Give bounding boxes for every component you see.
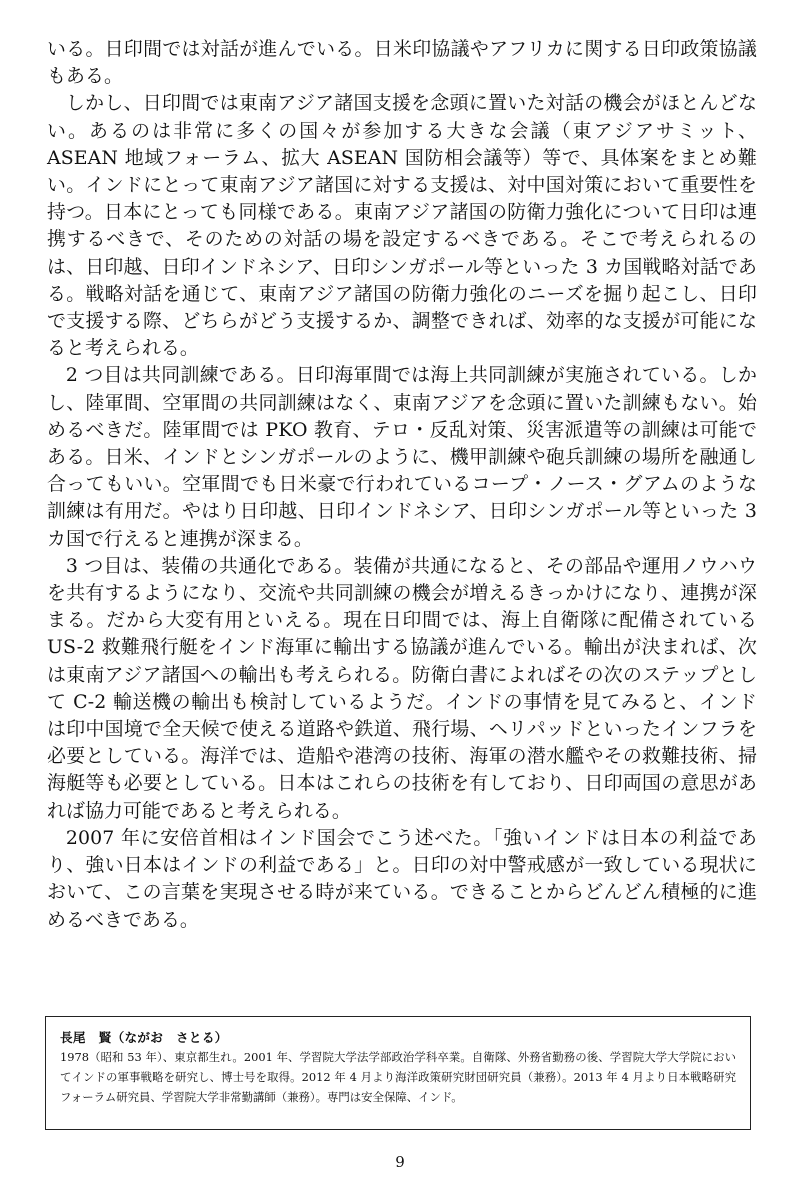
article-body: [47, 36, 757, 934]
author-bio-text: 1978（昭和 53 年）、東京都生れ。2001 年、学習院大学法学部政治学科卒業。自衛隊、外務省勤務の後、学習院大学大学院においてインドの軍事戦略を研究し、博士号を取得。2012 年 4 月より海洋政策研究財団研究員（兼務）。2013 年 4 月より日本戦略研究フォーラム研究員、学習院大学非常勤講師（兼務）。専門は安全保障、インド。: [60, 1050, 736, 1104]
author-bio-box: [45, 1016, 751, 1130]
paragraph-continuation: いる。日印間では対話が進んでいる。日米印協議やアフリカに関する日印政策協議もある。: [47, 38, 757, 88]
page-number: 9: [395, 1153, 405, 1171]
paragraph-equipment: 3 つ目は、装備の共通化である。装備が共通になると、その部品や運用ノウハウを共有するようになり、交流や共同訓練の機会が増えるきっかけになり、連携が深まる。だから大変有用といえる。現在日印間では、海上自衛隊に配備されている US-2 救難飛行艇をインド海軍に輸出する協議が進んでいる。輸出が決まれば、次は東南アジア諸国への輸出も考えられる。防衛白書によればその次のステップとして C-2 輸送機の輸出も検討しているようだ。インドの事情を見てみると、インドは印中国境で全天候で使える道路や鉄道、飛行場、ヘリパッドといったインフラを必要としている。海洋では、造船や港湾の技術、海軍の潜水艦やその救難技術、掃海艇等も必要としている。日本はこれらの技術を有しており、日印両国の意思があれば協力可能であると考えられる。: [47, 554, 757, 822]
paragraph-dialogue: しかし、日印間では東南アジア諸国支援を念頭に置いた対話の機会がほとんどない。あるのは非常に多くの国々が参加する大きな会議（東アジアサミット、ASEAN 地域フォーラム、拡大 ASEAN 国防相会議等）等で、具体案をまとめ難い。インドにとって東南アジア諸国に対する支援は、対中国対策において重要性を持つ。日本にとっても同様である。東南アジア諸国の防衛力強化について日印は連携するべきで、そのための対話の場を設定するべきである。そこで考えられるのは、日印越、日印インドネシア、日印シンガポール等といった 3 カ国戦略対話である。戦略対話を通じて、東南アジア諸国の防衛力強化のニーズを掘り起こし、日印で支援する際、どちらがどう支援するか、調整できれば、効率的な支援が可能になると考えられる。: [47, 92, 757, 360]
paragraph-conclusion: 2007 年に安倍首相はインド国会でこう述べた。「強いインドは日本の利益であり、強い日本はインドの利益である」と。日印の対中警戒感が一致している現状において、この言葉を実現させる時が来ている。できることからどんどん積極的に進めるべきである。: [47, 826, 757, 931]
author-name: 長尾 賢（ながお さとる）: [60, 1030, 228, 1045]
paragraph-joint-training: 2 つ目は共同訓練である。日印海軍間では海上共同訓練が実施されている。しかし、陸軍間、空軍間の共同訓練はなく、東南アジアを念頭に置いた訓練もない。始めるべきだ。陸軍間では PKO 教育、テロ・反乱対策、災害派遣等の訓練は可能である。日米、インドとシンガポールのように、機甲訓練や砲兵訓練の場所を融通し合ってもいい。空軍間でも日米豪で行われているコープ・ノース・グアムのような訓練は有用だ。やはり日印越、日印インドネシア、日印シンガポール等といった 3 カ国で行えると連携が深まる。: [47, 364, 757, 550]
